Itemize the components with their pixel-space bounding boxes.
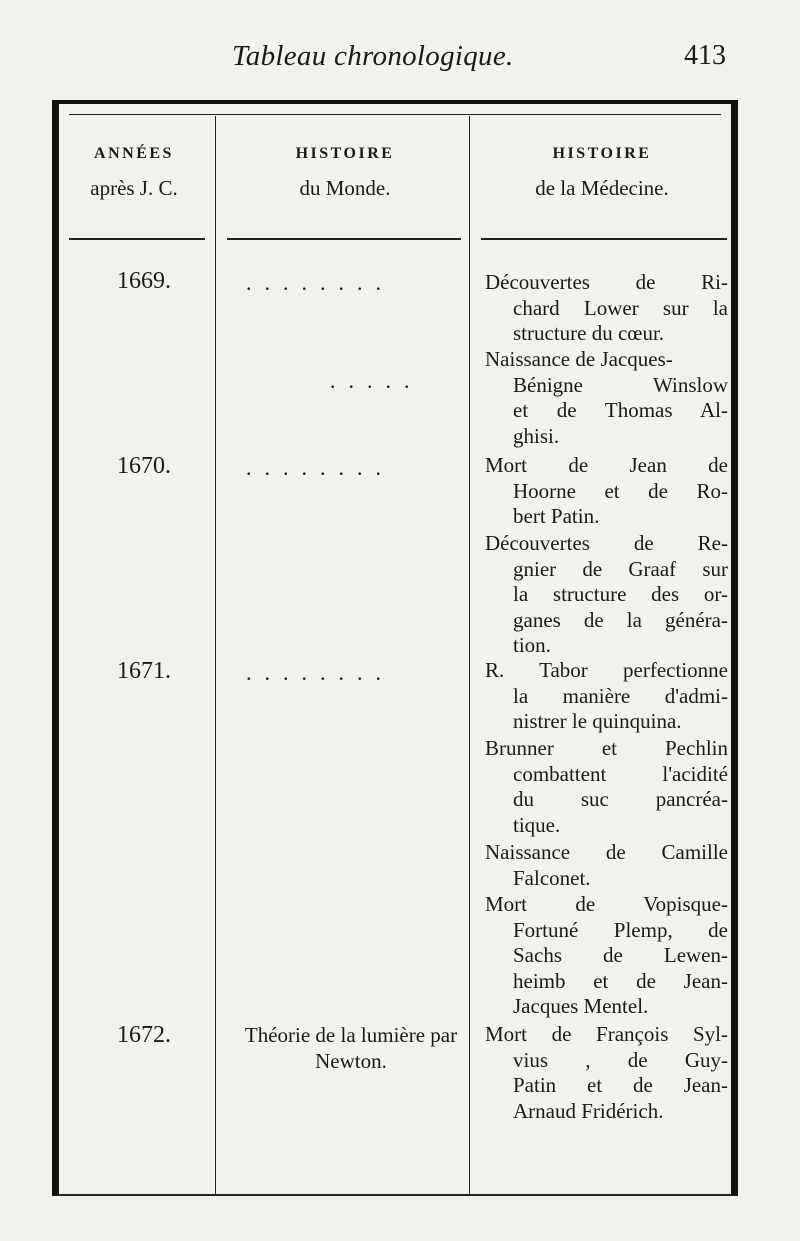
column-header-label: HISTOIRE [295,145,395,162]
table-inner-rule [69,114,721,115]
header-rule [227,238,461,240]
column-header-label: HISTOIRE [552,145,652,162]
entry-line: la manière d'admi- [513,683,728,708]
page-number: 413 [684,40,726,71]
entry-line: la structure des or- [513,582,728,606]
entry-line: Mort de François Syl- [485,1022,728,1046]
page-title: Tableau chronologique. [232,40,514,72]
entry-line: gnier de Graaf sur [513,556,728,581]
entry-line: bert Patin. [513,504,600,528]
entry-line: structure du cœur. [513,321,665,345]
column-header-sublabel: de la Médecine. [535,176,669,200]
entry-line: Fortuné Plemp, de [513,917,728,942]
entry-line: Jacques Mentel. [513,994,649,1018]
entry-line: ganes de la généra- [513,607,728,632]
entry-line: ghisi. [513,423,560,448]
column-header-sublabel: après J. C. [90,176,178,200]
entry-line: Mort de Jean de [485,453,728,477]
entry-line: R. Tabor perfectionne [485,658,728,682]
entry-line: tion. [513,633,551,657]
entry-line: Mort de Vopisque- [485,892,728,916]
entry-line: Naissance de Jacques- [485,347,673,371]
medicine-entry [485,531,728,659]
entry-line: heimb et de Jean- [513,968,728,993]
year-label: 1670. [117,453,171,479]
medicine-entry [485,658,728,735]
column-header-years [62,146,206,199]
entry-line: combattent l'acidité [513,761,728,786]
entry-line: nistrer le quinquina. [513,709,682,733]
medicine-entry [485,736,728,838]
running-head [0,38,800,78]
medicine-entry [485,892,728,1020]
entry-line: Brunner et Pechlin [485,736,728,760]
column-divider [215,116,216,1194]
entry-line: et de Thomas Al- [513,398,728,422]
leader-dots: ........ [246,270,394,295]
entry-line: Patin et de Jean- [513,1073,728,1097]
entry-line: Hoorne et de Ro- [513,478,728,503]
column-header-medicine [474,146,730,199]
medicine-entry [485,347,728,449]
entry-line: Bénigne Winslow [513,372,728,397]
medicine-entry [485,270,728,347]
medicine-entry [485,840,728,891]
leader-dots: ..... [330,368,423,393]
column-header-label: ANNÉES [94,145,174,162]
year-label: 1672. [117,1022,171,1048]
entry-line: Falconet. [513,865,591,890]
entry-line: Découvertes de Re- [485,531,728,555]
year-label: 1669. [117,268,171,294]
year-label: 1671. [117,658,171,684]
medicine-entry [485,1022,728,1124]
entry-line: vius , de Guy- [513,1047,728,1072]
entry-line: Découvertes de Ri- [485,270,728,294]
entry-line: Sachs de Lewen- [513,943,728,967]
medicine-entry [485,453,728,530]
entry-line: Arnaud Fridérich. [513,1098,664,1123]
entry-line: chard Lower sur la [513,295,728,320]
column-header-world [220,146,470,199]
entry-line: Naissance de Camille [485,840,728,864]
leader-dots: ........ [246,660,394,685]
world-history-entry: Théorie de la lumière par Newton. [244,1023,458,1073]
entry-line: du suc pancréa- [513,787,728,811]
entry-line: tique. [513,812,561,837]
column-header-sublabel: du Monde. [299,176,391,200]
header-rule [69,238,205,240]
leader-dots: ........ [246,455,394,480]
header-rule [481,238,727,240]
